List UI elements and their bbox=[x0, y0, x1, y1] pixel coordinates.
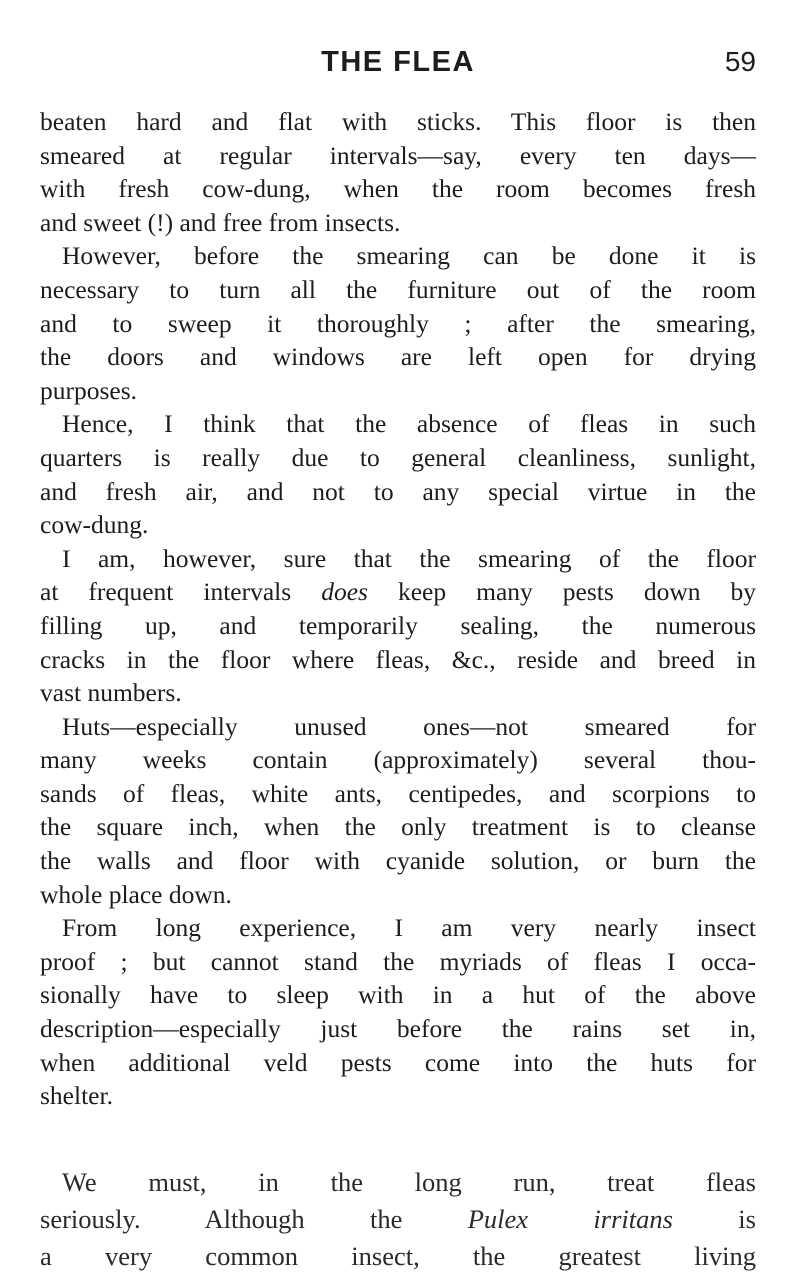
text-line: filling up, and temporarily sealing, the numerous bbox=[40, 610, 756, 640]
text-line: description—especially just before the rains set in, bbox=[40, 1014, 756, 1044]
text-line: proof ; but cannot stand the myriads of fleas I occa- bbox=[40, 946, 756, 976]
text-line: I am, however, sure that the smearing of the floor bbox=[62, 543, 756, 573]
text-line: Huts—especially unused ones—not smeared for bbox=[62, 711, 756, 741]
paragraph-large-type bbox=[40, 1164, 756, 1275]
text-line: We must, in the long run, treat fleas bbox=[62, 1167, 756, 1197]
text-run: at frequent intervals bbox=[40, 577, 322, 607]
text-line: the walls and floor with cyanide solution, or burn the bbox=[40, 846, 756, 876]
text-line: smeared at regular intervals—say, every ten days— bbox=[40, 140, 756, 170]
emphasis-word: does bbox=[321, 577, 368, 607]
text-line: cracks in the floor where fleas, &c., reside and breed in bbox=[40, 644, 756, 674]
paragraph bbox=[40, 239, 756, 407]
text-line: and fresh air, and not to any special virtue in the bbox=[40, 476, 756, 506]
body-text bbox=[40, 105, 756, 1113]
paragraph bbox=[40, 911, 756, 1113]
text-line: However, before the smearing can be done it is bbox=[62, 241, 756, 271]
text-line bbox=[40, 575, 756, 609]
text-line: From long experience, I am very nearly insect bbox=[62, 913, 756, 943]
text-line: beaten hard and flat with sticks. This floor is then bbox=[40, 107, 756, 136]
text-line: vast numbers. bbox=[40, 678, 182, 708]
text-run: seriously. Although the bbox=[40, 1204, 468, 1234]
text-run: is bbox=[672, 1204, 756, 1234]
running-title: THE FLEA bbox=[321, 46, 475, 78]
text-line: Hence, I think that the absence of fleas in such bbox=[62, 409, 756, 439]
text-line: whole place down. bbox=[40, 879, 232, 909]
paragraph bbox=[40, 542, 756, 710]
text-line: a very common insect, the greatest living bbox=[40, 1241, 756, 1271]
text-line: with fresh cow-dung, when the room becomes fresh bbox=[40, 174, 756, 204]
paragraph bbox=[40, 710, 756, 912]
species-name: Pulex irritans bbox=[467, 1204, 673, 1234]
text-line: necessary to turn all the furniture out of the room bbox=[40, 274, 756, 304]
running-head bbox=[40, 42, 756, 82]
text-line: when additional veld pests come into the huts for bbox=[40, 1047, 756, 1077]
text-line: quarters is really due to general cleanliness, sunlight, bbox=[40, 442, 756, 472]
paragraph bbox=[40, 407, 756, 541]
text-line: the square inch, when the only treatment is to cleanse bbox=[40, 812, 756, 842]
text-line: sands of fleas, white ants, centipedes, and scorpions to bbox=[40, 778, 756, 808]
text-line: the doors and windows are left open for drying bbox=[40, 342, 756, 372]
paragraph bbox=[40, 105, 756, 239]
text-run: keep many pests down by bbox=[367, 577, 756, 607]
text-line: sionally have to sleep with in a hut of the above bbox=[40, 980, 756, 1010]
text-line: and sweet (!) and free from insects. bbox=[40, 207, 401, 237]
text-line: shelter. bbox=[40, 1081, 113, 1111]
text-line: cow-dung. bbox=[40, 510, 149, 540]
text-line: and to sweep it thoroughly ; after the smearing, bbox=[40, 308, 756, 338]
text-line: many weeks contain (approximately) several thou- bbox=[40, 745, 756, 775]
text-line: purposes. bbox=[40, 375, 138, 405]
page-number: 59 bbox=[724, 46, 756, 77]
text-line bbox=[40, 1201, 756, 1238]
